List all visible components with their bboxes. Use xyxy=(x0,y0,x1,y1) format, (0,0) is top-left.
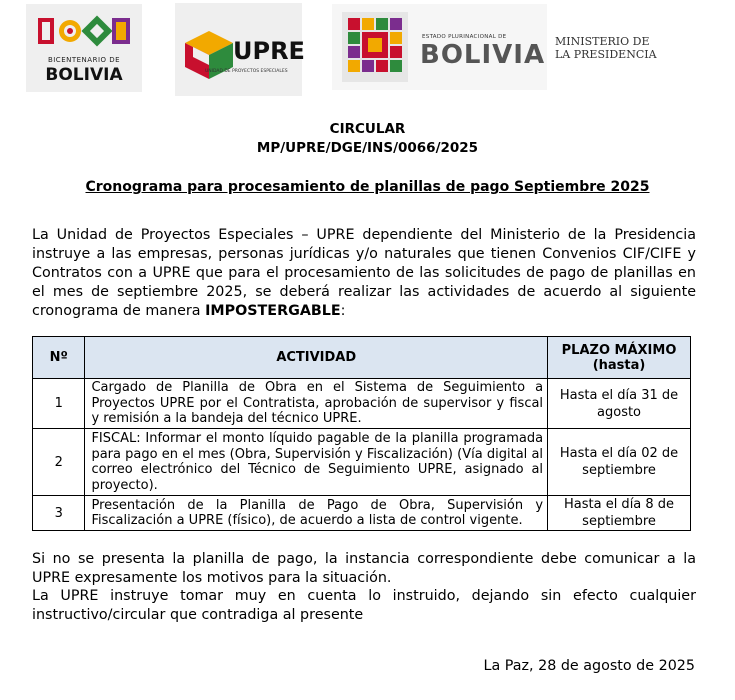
intro-emphasis: IMPOSTERGABLE xyxy=(205,303,341,319)
document-title: CIRCULAR xyxy=(329,121,406,137)
row-activity: Presentación de la Planilla de Pago de Obra, Supervisión y Fiscalización a UPRE (físico), de acuerdo a lista de control vigente. xyxy=(85,496,548,531)
table-row xyxy=(33,496,691,531)
header-number: Nº xyxy=(33,337,85,379)
upre-wordmark: UPRE xyxy=(233,37,305,65)
ministry-name xyxy=(555,35,657,61)
intro-paragraph xyxy=(32,226,696,321)
document-subject: Cronograma para procesamiento de planillas de pago Septiembre 2025 xyxy=(85,179,650,195)
schedule-table xyxy=(32,336,691,531)
document-date: La Paz, 28 de agosto de 2025 xyxy=(483,658,695,674)
row-deadline: Hasta el día 02 de septiembre xyxy=(548,429,691,496)
intro-end: : xyxy=(340,303,346,319)
document-code: MP/UPRE/DGE/INS/0066/2025 xyxy=(256,140,479,156)
bicentenario-emblem-icon xyxy=(26,4,142,56)
table-header-row xyxy=(33,337,691,379)
ministry-line-1: MINISTERIO DE xyxy=(555,35,650,48)
closing-paragraph-2: La UPRE instruye tomar muy en cuenta lo instruido, dejando sin efecto cualquier instructivo/circular que contradiga al presente xyxy=(32,588,696,623)
row-deadline: Hasta el día 31 de agosto xyxy=(548,379,691,429)
ministry-line-2: LA PRESIDENCIA xyxy=(555,48,657,61)
bicentenario-small-text: BICENTENARIO DE xyxy=(47,56,121,64)
closing-paragraph-1: Si no se presenta la planilla de pago, la instancia correspondiente debe comunicar a la UPRE expresamente los motivos para la situación. xyxy=(32,551,696,586)
row-number: 1 xyxy=(33,379,85,429)
government-small-text: ESTADO PLURINACIONAL DE xyxy=(422,34,507,40)
government-logo xyxy=(332,4,547,90)
table-row xyxy=(33,429,691,496)
row-deadline: Hasta el día 8 de septiembre xyxy=(548,496,691,531)
bicentenario-logo xyxy=(26,4,142,92)
bicentenario-big-text: BOLIVIA xyxy=(45,65,123,85)
row-number: 3 xyxy=(33,496,85,531)
upre-subtitle: UNIDAD DE PROYECTOS ESPECIALES xyxy=(205,69,288,74)
header-deadline: PLAZO MÁXIMO (hasta) xyxy=(548,337,691,379)
upre-logo xyxy=(175,3,305,96)
header-activity: ACTIVIDAD xyxy=(85,337,548,379)
table-row xyxy=(33,379,691,429)
plurinational-pattern-icon xyxy=(332,4,418,90)
letterhead xyxy=(0,0,735,100)
intro-text: La Unidad de Proyectos Especiales – UPRE dependiente del Ministerio de la Presidencia instruye a las empresas, personas jurídicas y/o naturales que tienen Convenios CIF/CIFE y Contratos con a UPRE que para el procesamiento de las solicitudes de pago de planillas en el mes de septiembre 2025, se deberá realizar las actividades de acuerdo al siguiente cronograma de manera xyxy=(32,227,696,319)
row-number: 2 xyxy=(33,429,85,496)
row-activity: FISCAL: Informar el monto líquido pagable de la planilla programada para pago en el mes (Obra, Supervisión y Fiscalización) (Vía digital al correo electrónico del Técnico de Seguimiento UPRE, asignado al proyecto). xyxy=(85,429,548,496)
row-activity: Cargado de Planilla de Obra en el Sistema de Seguimiento a Proyectos UPRE por el Contratista, aprobación de supervisor y fiscal y remisión a la bandeja del técnico UPRE. xyxy=(85,379,548,429)
government-big-text: BOLIVIA xyxy=(420,40,546,70)
